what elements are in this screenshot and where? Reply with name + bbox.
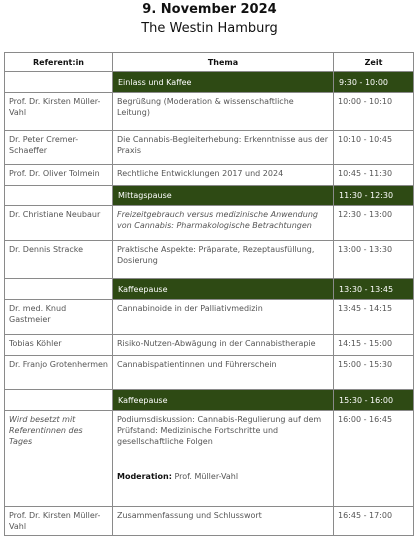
topic-cell: Cannabispatientinnen und Führerschein <box>113 356 334 390</box>
break-time: 9:30 - 10:00 <box>334 72 414 93</box>
table-row <box>5 93 414 131</box>
speaker-cell: Dr. med. Knud Gastmeier <box>5 300 113 335</box>
topic-cell: Praktische Aspekte: Präparate, Rezeptausfüllung, Dosierung <box>113 241 334 279</box>
table-row <box>5 507 414 536</box>
table-row <box>5 356 414 390</box>
table-row <box>5 241 414 279</box>
speaker-cell: Dr. Dennis Stracke <box>5 241 113 279</box>
moderation-line <box>117 471 329 482</box>
speaker-cell: Wird besetzt mit Referentinnen des Tages <box>5 411 113 507</box>
page-header <box>0 0 419 37</box>
speaker-cell: Prof. Dr. Kirsten Müller-Vahl <box>5 93 113 131</box>
event-date: 9. November 2024 <box>142 2 277 17</box>
table-header-row <box>5 53 414 72</box>
break-topic: Kaffeepause <box>113 279 334 300</box>
break-time: 13:30 - 13:45 <box>334 279 414 300</box>
time-cell: 16:45 - 17:00 <box>334 507 414 536</box>
topic-cell: Begrüßung (Moderation & wissenschaftliche Leitung) <box>113 93 334 131</box>
time-cell: 16:00 - 16:45 <box>334 411 414 507</box>
break-speaker-cell <box>5 279 113 300</box>
topic-cell: Die Cannabis-Begleiterhebung: Erkenntnisse aus der Praxis <box>113 131 334 165</box>
time-cell: 10:45 - 11:30 <box>334 165 414 186</box>
column-header-time: Zeit <box>334 53 414 72</box>
break-time: 15:30 - 16:00 <box>334 390 414 411</box>
time-cell: 13:00 - 13:30 <box>334 241 414 279</box>
table-row <box>5 131 414 165</box>
time-cell: 12:30 - 13:00 <box>334 206 414 241</box>
table-row <box>5 335 414 356</box>
table-row <box>5 206 414 241</box>
break-row <box>5 279 414 300</box>
time-cell: 13:45 - 14:15 <box>334 300 414 335</box>
break-topic: Einlass und Kaffee <box>113 72 334 93</box>
break-time: 11:30 - 12:30 <box>334 186 414 206</box>
speaker-cell: Dr. Franjo Grotenhermen <box>5 356 113 390</box>
topic-cell: Rechtliche Entwicklungen 2017 und 2024 <box>113 165 334 186</box>
topic-cell: Freizeitgebrauch versus medizinische Anwendung von Cannabis: Pharmakologische Betrachtungen <box>113 206 334 241</box>
break-row <box>5 390 414 411</box>
break-row <box>5 186 414 206</box>
panel-topic: Podiumsdiskussion: Cannabis-Regulierung auf dem Prüfstand: Medizinische Fortschritte und gesellschaftliche Folgen <box>117 415 322 446</box>
break-topic: Mittagspause <box>113 186 334 206</box>
speaker-cell: Dr. Christiane Neubaur <box>5 206 113 241</box>
schedule-table <box>4 52 414 536</box>
speaker-cell: Dr. Peter Cremer-Schaeffer <box>5 131 113 165</box>
topic-cell: Risiko-Nutzen-Abwägung in der Cannabistherapie <box>113 335 334 356</box>
column-header-speaker: Referent:in <box>5 53 113 72</box>
table-row <box>5 411 414 507</box>
break-speaker-cell <box>5 72 113 93</box>
topic-cell: Zusammenfassung und Schlusswort <box>113 507 334 536</box>
break-speaker-cell <box>5 186 113 206</box>
break-speaker-cell <box>5 390 113 411</box>
topic-cell: Cannabinoide in der Palliativmedizin <box>113 300 334 335</box>
topic-cell <box>113 411 334 507</box>
speaker-cell: Prof. Dr. Oliver Tolmein <box>5 165 113 186</box>
moderation-name: Prof. Müller-Vahl <box>174 472 239 481</box>
time-cell: 15:00 - 15:30 <box>334 356 414 390</box>
time-cell: 14:15 - 15:00 <box>334 335 414 356</box>
break-topic: Kaffeepause <box>113 390 334 411</box>
table-row <box>5 300 414 335</box>
speaker-cell: Tobias Köhler <box>5 335 113 356</box>
speaker-cell: Prof. Dr. Kirsten Müller-Vahl <box>5 507 113 536</box>
event-venue: The Westin Hamburg <box>141 21 278 36</box>
time-cell: 10:10 - 10:45 <box>334 131 414 165</box>
table-row <box>5 165 414 186</box>
column-header-topic: Thema <box>113 53 334 72</box>
time-cell: 10:00 - 10:10 <box>334 93 414 131</box>
moderation-label: Moderation: <box>117 472 172 481</box>
break-row <box>5 72 414 93</box>
